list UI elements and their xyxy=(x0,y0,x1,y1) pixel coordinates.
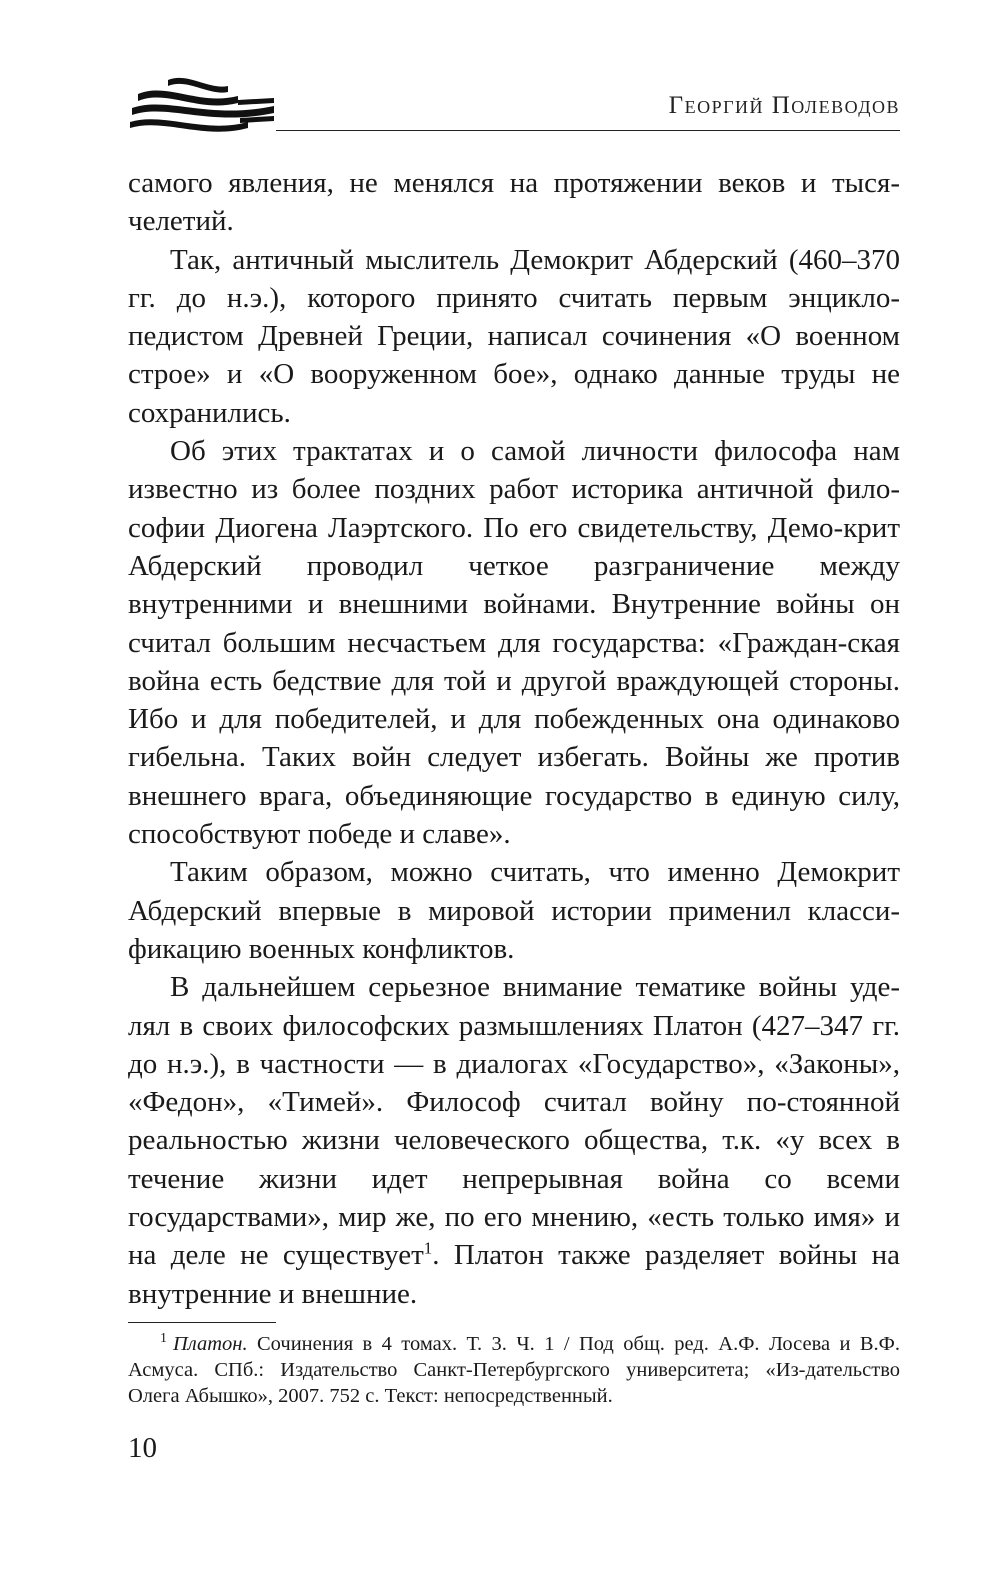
header-rule xyxy=(276,130,900,131)
paragraph-text: В дальнейшем серьезное внимание тематике войны уде-лял в своих философских размышлениях Платон (427–347 гг. до н.э.), в частности — в диалогах «Государство», «Законы», «Федон», «Тимей». Философ считал войну по-стоянной реальностью жизни человеческого общества, т.к. «у всех в течение жизни идет непрерывная война со всеми государствами», мир же, по его мнению, «есть только имя» и на деле не существует xyxy=(128,971,900,1272)
header-author: Георгий Полеводов xyxy=(668,92,900,119)
footnote-text: Сочинения в 4 томах. Т. 3. Ч. 1 / Под общ. ред. А.Ф. Лосева и В.Ф. Асмуса. СПб.: Издательство Санкт-Петербургского университета; «Из-дательство Олега Абышко», 2007. 752 с. Текст: непосредственный. xyxy=(128,1333,900,1408)
footnote-reference[interactable]: 1 xyxy=(423,1238,433,1258)
paragraph-text-end: . Платон также разделяет войны на внутренние и внешние. xyxy=(128,1239,900,1310)
flag-stripes-icon xyxy=(128,72,276,136)
paragraph-continuation: самого явления, не менялся на протяжении веков и тыся-челетий. xyxy=(128,167,900,238)
page-number: 10 xyxy=(128,1432,157,1464)
footnote-mark: 1 xyxy=(160,1331,167,1347)
running-header xyxy=(128,72,900,138)
footnote-separator xyxy=(128,1322,276,1323)
paragraph: Об этих трактатах и о самой личности философа нам известно из более поздних работ историка античной фило-софии Диогена Лаэртского. По его свидетельству, Демо-крит Абдерский проводил четкое разграничение между внутренними и внешними войнами. Внутренние войны он считал большим несчастьем для государства: «Граждан-ская война есть бедствие для той и другой враждующей стороны. Ибо и для победителей, и для побежденных она одинаково гибельна. Таких войн следует избегать. Войны же против внешнего врага, объединяющие государство в единую силу, способствуют победе и славе». xyxy=(128,435,900,851)
paragraph: Так, античный мыслитель Демокрит Абдерский (460–370 гг. до н.э.), которого принято считать первым энцикло-педистом Древней Греции, написал сочинения «О военном строе» и «О вооруженном бое», однако данные труды не сохранились. xyxy=(128,243,900,429)
footnote xyxy=(128,1331,900,1410)
main-text xyxy=(128,164,900,1313)
paragraph-with-footnote-ref xyxy=(128,968,900,1313)
paragraph: Таким образом, можно считать, что именно Демокрит Абдерский впервые в мировой истории применил класси-фикацию военных конфликтов. xyxy=(128,856,900,965)
footnote-author: Платон. xyxy=(173,1333,248,1355)
